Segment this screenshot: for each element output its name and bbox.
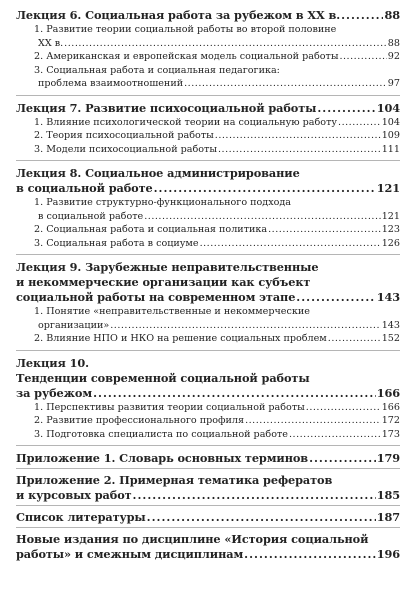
page-number: 111	[381, 143, 400, 155]
toc-item-line[interactable]	[16, 223, 400, 237]
toc-item-line-text: 1. Перспективы развития теории социальной работы	[34, 401, 305, 413]
page-number: 92	[387, 51, 400, 62]
toc-heading-line[interactable]	[16, 547, 400, 562]
toc-item-line[interactable]	[16, 428, 400, 442]
dot-leader	[338, 116, 381, 130]
page-number: 121	[376, 181, 400, 195]
toc-heading-line-text: и курсовых работ	[16, 488, 132, 502]
dot-leader	[144, 210, 380, 224]
toc-item-line[interactable]	[16, 210, 400, 224]
dot-leader	[147, 510, 376, 525]
dot-leader	[309, 451, 376, 466]
toc-item-line-text: 3. Подготовка специалиста по социальной работе	[34, 428, 288, 440]
toc-section	[16, 356, 400, 447]
toc-item-line[interactable]	[16, 143, 400, 157]
page-number: 179	[376, 451, 400, 465]
toc-item-line[interactable]	[16, 401, 400, 415]
page-number: 173	[381, 428, 400, 440]
page-number: 172	[381, 415, 400, 426]
toc-heading-line[interactable]	[16, 510, 400, 525]
toc-item-line-text: организации»	[38, 319, 110, 331]
toc-item-line[interactable]	[16, 77, 400, 91]
toc-heading-line[interactable]	[16, 532, 400, 547]
toc-heading-line[interactable]	[16, 101, 400, 116]
toc-item-line-text: в социальной работе	[38, 210, 144, 222]
dot-leader	[289, 428, 381, 442]
toc-item-line-text: 2. Американская и европейская модель социальной работы	[34, 51, 339, 62]
toc-item-line[interactable]	[16, 414, 400, 428]
toc-heading-line-text: за рубежом	[16, 385, 93, 400]
toc-heading-line[interactable]	[16, 451, 400, 466]
page-number: 126	[381, 237, 400, 249]
toc-heading-line[interactable]	[16, 386, 400, 401]
toc-item-line-text: 1. Развитие теории социальной работы во второй половине	[34, 24, 337, 35]
page-number: 185	[376, 488, 400, 502]
toc-section	[16, 510, 400, 528]
page-number: 143	[376, 290, 400, 304]
toc-heading-line-text: в социальной работе	[16, 181, 153, 195]
page-number: 196	[376, 547, 400, 561]
toc-heading-line-text: работы» и смежным дисциплинам	[16, 547, 244, 561]
toc-heading-line-text: и некоммерческие организации как субъект	[16, 275, 311, 289]
dot-leader	[64, 37, 387, 51]
dot-leader	[245, 414, 381, 428]
page-number: 109	[381, 130, 400, 141]
page-number: 88	[384, 8, 400, 22]
toc-item-line-text: 2. Социальная работа и социальная политика	[34, 224, 268, 235]
toc-item-line[interactable]	[16, 319, 400, 333]
toc-heading-line[interactable]	[16, 356, 400, 371]
dot-leader	[341, 8, 383, 23]
page-number: 166	[376, 385, 400, 400]
dot-leader	[328, 332, 381, 346]
toc-heading-line-text: Лекция 9. Зарубежные неправительственные	[16, 260, 319, 274]
toc-section	[16, 532, 400, 564]
page-number: 97	[387, 78, 400, 89]
toc-heading-line[interactable]	[16, 166, 400, 181]
toc-item-line[interactable]	[16, 305, 400, 319]
dot-leader	[296, 290, 375, 305]
toc-section	[16, 451, 400, 469]
toc-item-line[interactable]	[16, 50, 400, 64]
page-number: 121	[381, 210, 400, 222]
toc-item-line-text: 2. Развитие профессионального профиля	[34, 415, 245, 426]
toc-heading-line[interactable]	[16, 290, 400, 305]
toc-heading-line-text: Приложение 2. Примерная тематика рефератов	[16, 473, 333, 487]
toc-heading-line-text: Лекция 8. Социальное администрирование	[16, 166, 300, 180]
dot-leader	[218, 143, 381, 157]
page-number: 104	[381, 116, 400, 128]
dot-leader	[317, 101, 375, 116]
toc-section	[16, 8, 400, 96]
toc-item-line-text: 3. Социальная работа и социальная педагогика:	[34, 64, 280, 76]
toc-item-line-text: 3. Социальная работа в социуме	[34, 237, 199, 249]
toc-heading-line[interactable]	[16, 473, 400, 488]
toc-heading-line-text: Список литературы	[16, 510, 146, 524]
toc-heading-line-text: Лекция 10.	[16, 355, 89, 370]
toc-heading-line[interactable]	[16, 8, 400, 23]
toc-heading-line-text: Лекция 7. Развитие психосоциальной работы	[16, 100, 317, 115]
toc-item-line[interactable]	[16, 237, 400, 251]
toc-heading-line[interactable]	[16, 181, 400, 196]
dot-leader	[339, 50, 386, 64]
page-number: 166	[381, 401, 400, 413]
toc-heading-line-text: социальной работы на современном этапе	[16, 290, 296, 304]
dot-leader	[306, 401, 381, 415]
dot-leader	[268, 223, 381, 237]
dot-leader	[154, 181, 376, 196]
toc-section	[16, 260, 400, 351]
toc-item-line-text: 2. Теория психосоциальной работы	[34, 130, 214, 141]
dot-leader	[93, 386, 376, 401]
toc-heading-line[interactable]	[16, 488, 400, 503]
dot-leader	[110, 319, 380, 333]
toc-item-line[interactable]	[16, 37, 400, 51]
dot-leader	[244, 547, 376, 562]
dot-leader	[215, 129, 381, 143]
toc-item-line[interactable]	[16, 23, 400, 37]
toc-item-line-text: 2. Влияние НПО и НКО на решение социальных проблем	[34, 333, 327, 344]
toc-heading-line[interactable]	[16, 260, 400, 275]
dot-leader	[133, 488, 376, 503]
toc-item-line[interactable]	[16, 332, 400, 346]
toc-item-line-text: 1. Влияние психологической теории на социальную работу	[34, 116, 338, 128]
toc-section	[16, 166, 400, 255]
page-number: 88	[387, 37, 400, 49]
page-number: 187	[376, 510, 400, 524]
page-number: 152	[381, 333, 400, 344]
toc-section	[16, 473, 400, 506]
dot-leader	[184, 77, 387, 91]
page-number: 143	[381, 319, 400, 331]
toc-heading-line-text: Тенденции современной социальной работы	[16, 370, 310, 385]
toc-heading-line[interactable]	[16, 275, 400, 290]
toc-item-line[interactable]	[16, 129, 400, 143]
dot-leader	[200, 237, 381, 251]
toc-item-line-text: 1. Развитие структурно-функционального подхода	[34, 197, 292, 208]
toc-item-line[interactable]	[16, 116, 400, 130]
toc-item-line[interactable]	[16, 196, 400, 210]
page-number: 104	[376, 100, 400, 115]
toc-heading-line-text: Лекция 6. Социальная работа за рубежом в XX в.	[16, 8, 341, 22]
toc-item-line-text: XX в.	[38, 37, 64, 49]
toc-item-line-text: проблема взаимоотношений	[38, 78, 184, 89]
page-number: 123	[381, 224, 400, 235]
toc-item-line[interactable]	[16, 64, 400, 78]
toc-item-line-text: 3. Модели психосоциальной работы	[34, 143, 217, 155]
toc-section	[16, 101, 400, 162]
toc-heading-line[interactable]	[16, 371, 400, 386]
toc-item-line-text: 1. Понятие «неправительственные и некоммерческие	[34, 306, 310, 317]
toc-heading-line-text: Приложение 1. Словарь основных терминов	[16, 451, 309, 465]
toc-heading-line-text: Новые издания по дисциплине «История социальной	[16, 532, 369, 546]
